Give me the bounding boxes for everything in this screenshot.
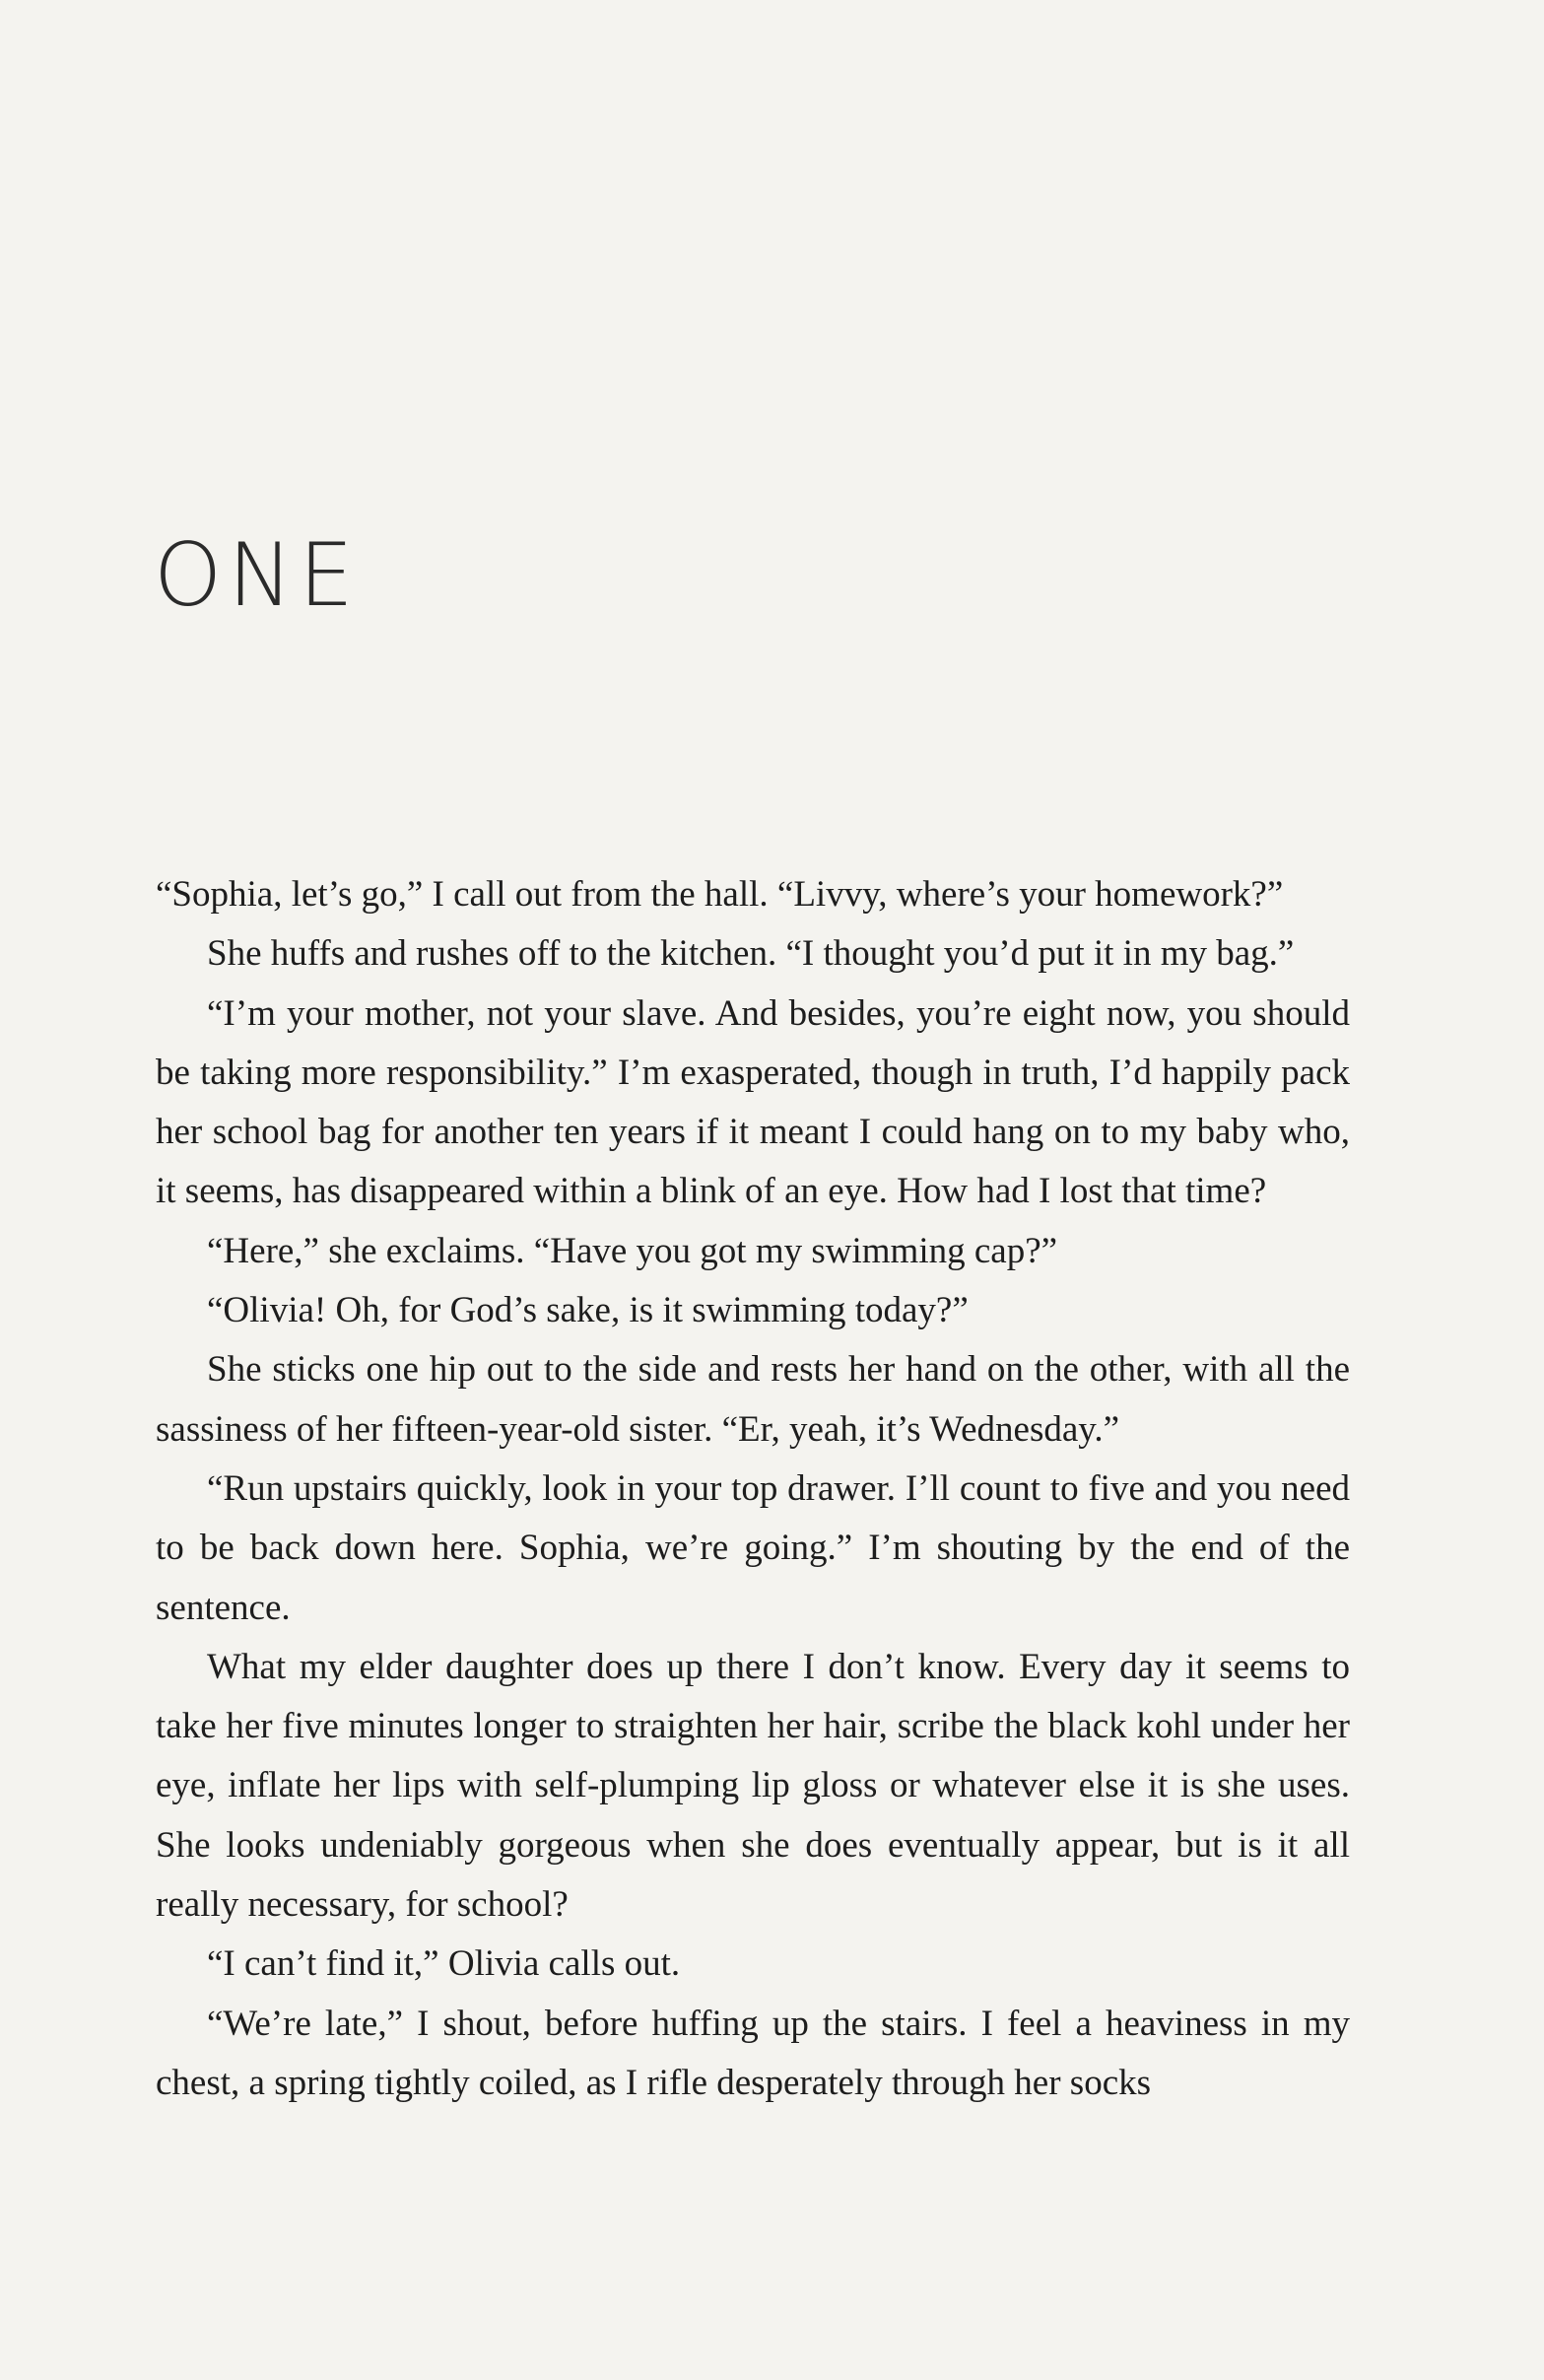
paragraph: “We’re late,” I shout, before huffing up the stairs. I feel a heaviness in my chest, a spring tightly coiled, as I rifle desperately through her socks bbox=[156, 2003, 1350, 2103]
paragraph: “Olivia! Oh, for God’s sake, is it swimming today?” bbox=[207, 1290, 969, 1331]
paragraph: She huffs and rushes off to the kitchen. “I thought you’d put it in my bag.” bbox=[207, 933, 1295, 975]
paragraph: She sticks one hip out to the side and rests her hand on the other, with all the sassiness of her fifteen-year-old sister. “Er, yeah, it’s Wednesday.” bbox=[156, 1349, 1350, 1450]
paragraph: “Run upstairs quickly, look in your top drawer. I’ll count to five and you need to be back down here. Sophia, we’re going.” I’m shouting by the end of the sentence. bbox=[156, 1467, 1350, 1628]
paragraph: “Here,” she exclaims. “Have you got my swimming cap?” bbox=[207, 1230, 1058, 1271]
paragraph: “Sophia, let’s go,” I call out from the hall. “Livvy, where’s your homework?” bbox=[156, 874, 1284, 915]
paragraph: “I’m your mother, not your slave. And besides, you’re eight now, you should be taking more responsibility.” I’m exasperated, though in truth, I’d happily pack her school bag for another ten years if it meant I could hang on to my baby who, it seems, has disappeared within a blink of an eye. How had I lost that time? bbox=[156, 992, 1350, 1212]
chapter-title: ONE bbox=[154, 524, 360, 626]
paragraph: What my elder daughter does up there I don’t know. Every day it seems to take her five minutes longer to straighten her hair, scribe the black kohl under her eye, inflate her lips with self-plumping lip gloss or whatever else it is she uses. She looks undeniably gorgeous when she does eventually appear, but is it all really necessary, for school? bbox=[156, 1646, 1350, 1926]
chapter-body bbox=[156, 865, 1350, 2113]
paragraph: “I can’t find it,” Olivia calls out. bbox=[207, 1943, 681, 1985]
